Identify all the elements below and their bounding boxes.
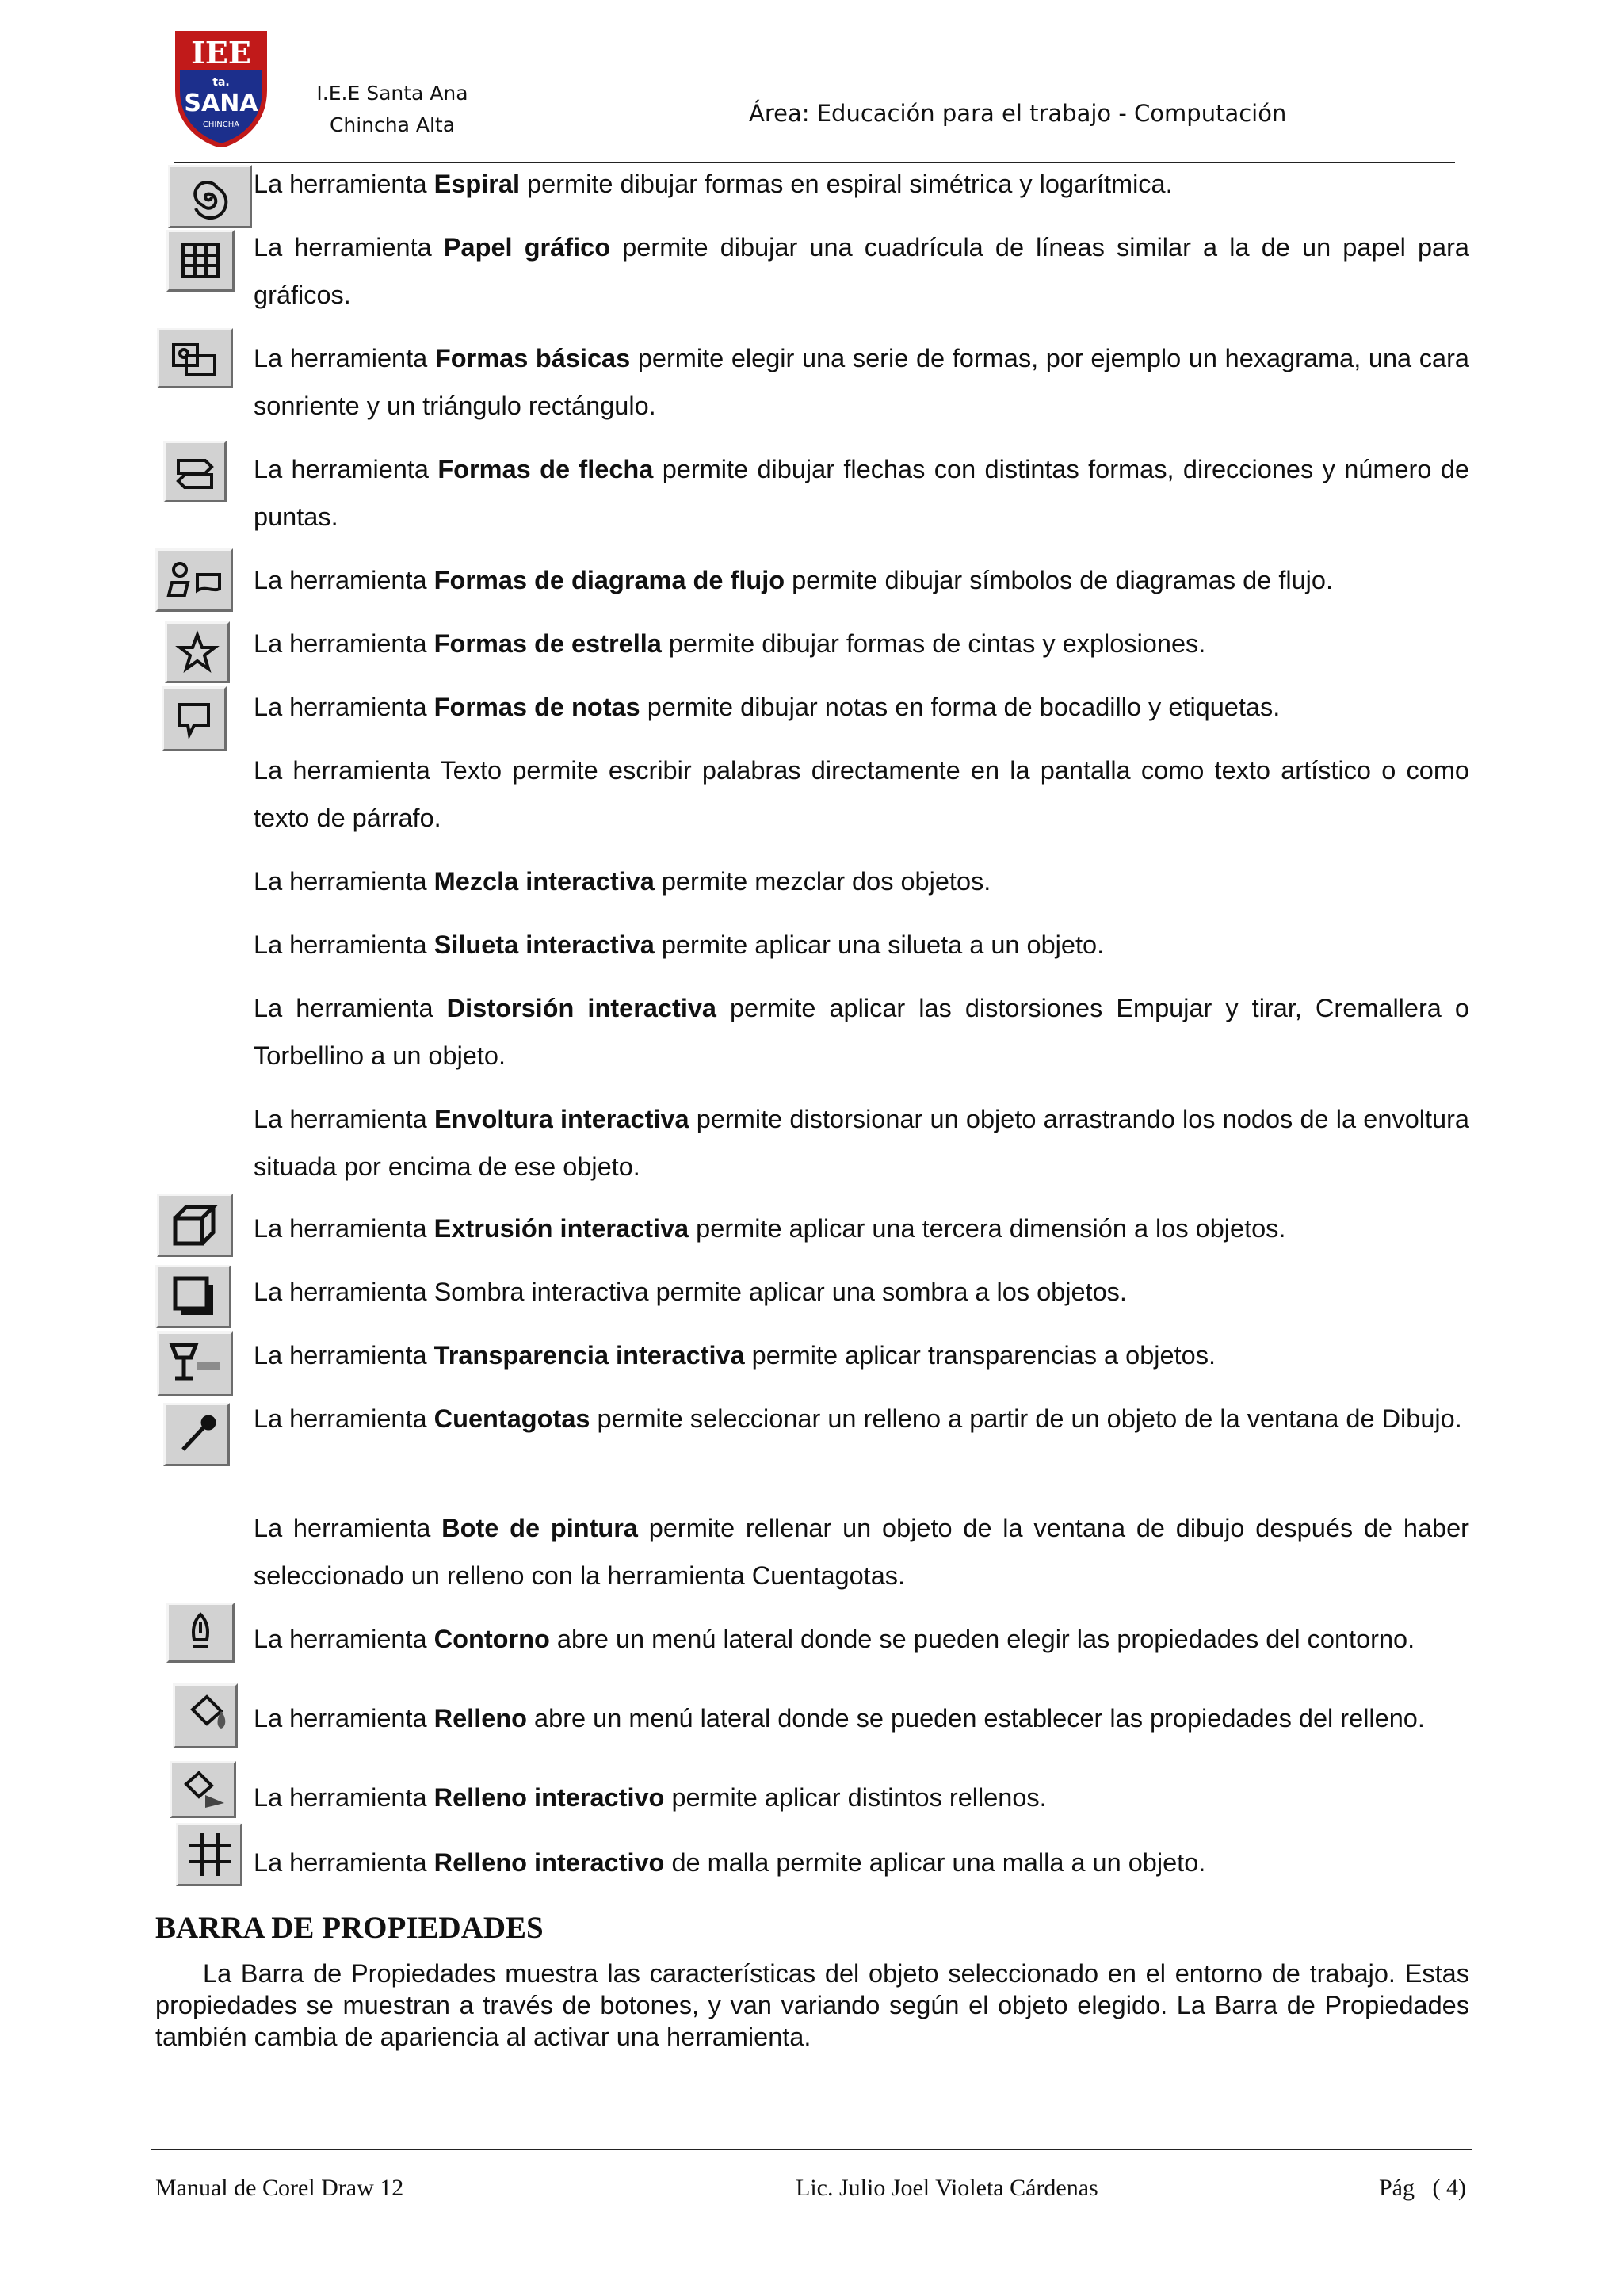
fill-bucket-icon — [173, 1683, 238, 1748]
logo-text-bottom: CHINCHA — [202, 120, 240, 129]
school-line2: Chincha Alta — [329, 113, 456, 136]
school-line1: I.E.E Santa Ana — [316, 82, 468, 105]
mesh-fill-icon — [176, 1823, 242, 1886]
footer-center: Lic. Julio Joel Violeta Cárdenas — [796, 2175, 1098, 2201]
extrude-icon — [157, 1194, 233, 1257]
footer-left: Manual de Corel Draw 12 — [155, 2175, 404, 2201]
subject-area: Área: Educación para el trabajo - Computación — [749, 100, 1287, 127]
tool-description: La herramienta Relleno abre un menú lateral donde se pueden establecer las propiedades del relleno. — [254, 1704, 1425, 1733]
tool-description: La herramienta Bote de pintura permite rellenar un objeto de la ventana de dibujo después de haber seleccionado un relleno con la herramienta Cuentagotas. — [254, 1514, 1469, 1590]
outline-pen-icon — [166, 1603, 235, 1663]
transparency-icon — [157, 1331, 233, 1396]
footer-divider — [151, 2149, 1472, 2150]
star-shapes-icon — [165, 621, 230, 683]
tool-description: La herramienta Formas de flecha permite dibujar flechas con distintas formas, direcciones y número de puntas. — [254, 455, 1469, 531]
tool-description: La herramienta Relleno interactivo permite aplicar distintos rellenos. — [254, 1783, 1047, 1812]
tool-description: La herramienta Formas de notas permite dibujar notas en forma de bocadillo y etiquetas. — [254, 693, 1281, 721]
tool-description: La herramienta Contorno abre un menú lateral donde se pueden elegir las propiedades del contorno. — [254, 1625, 1415, 1653]
tool-description: La herramienta Formas de estrella permite dibujar formas de cintas y explosiones. — [254, 629, 1206, 658]
tool-description: La herramienta Extrusión interactiva permite aplicar una tercera dimensión a los objetos. — [254, 1214, 1286, 1243]
tool-description: La herramienta Silueta interactiva permite aplicar una silueta a un objeto. — [254, 930, 1105, 959]
eyedropper-icon — [163, 1403, 230, 1466]
graph-paper-icon — [166, 230, 235, 292]
tool-description: La herramienta Transparencia interactiva permite aplicar transparencias a objetos. — [254, 1341, 1216, 1370]
tool-description: La herramienta Formas de diagrama de flujo permite dibujar símbolos de diagramas de flujo. — [254, 566, 1333, 594]
tool-description: La herramienta Distorsión interactiva permite aplicar las distorsiones Empujar y tirar, Cremallera o Torbellino a un objeto. — [254, 994, 1469, 1070]
tool-description: La herramienta Sombra interactiva permite aplicar una sombra a los objetos. — [254, 1278, 1127, 1306]
basic-shapes-icon — [157, 328, 233, 388]
callout-shapes-icon — [162, 686, 227, 751]
tool-description: La herramienta Formas básicas permite elegir una serie de formas, por ejemplo un hexagrama, una cara sonriente y un triángulo rectángulo. — [254, 344, 1469, 420]
tool-description: La herramienta Relleno interactivo de malla permite aplicar una malla a un objeto. — [254, 1848, 1206, 1877]
logo-text-top: IEE — [191, 35, 251, 71]
interactive-fill-icon — [170, 1761, 236, 1818]
tool-description: La herramienta Cuentagotas permite seleccionar un relleno a partir de un objeto de la ventana de Dibujo. — [254, 1404, 1462, 1433]
arrow-shapes-icon — [163, 441, 227, 502]
logo-text-small: ta. — [212, 76, 230, 89]
tool-description: La herramienta Mezcla interactiva permite mezclar dos objetos. — [254, 867, 991, 896]
spiral-icon — [168, 165, 252, 228]
section-title: BARRA DE PROPIEDADES — [155, 1911, 544, 1945]
section-paragraph: La Barra de Propiedades muestra las características del objeto seleccionado en el entorno de trabajo. Estas propiedades se muestran a través de botones, y van variando según el objeto elegido. La Barra de Propiedades también cambia de apariencia al activar una herramienta. — [155, 1959, 1469, 2051]
logo-text-main: SANA — [184, 90, 258, 117]
tool-description: La herramienta Texto permite escribir palabras directamente en la pantalla como texto artístico o como texto de párrafo. — [254, 756, 1469, 832]
school-logo — [173, 29, 269, 147]
school-name — [309, 78, 475, 141]
tool-description: La herramienta Papel gráfico permite dibujar una cuadrícula de líneas similar a la de un papel para gráficos. — [254, 233, 1469, 309]
tool-description: La herramienta Espiral permite dibujar formas en espiral simétrica y logarítmica. — [254, 170, 1173, 198]
flowchart-shapes-icon — [155, 548, 233, 612]
drop-shadow-icon — [155, 1265, 231, 1328]
tool-description: La herramienta Envoltura interactiva permite distorsionar un objeto arrastrando los nodos de la envoltura situada por encima de ese objeto. — [254, 1105, 1469, 1181]
footer-page-number: Pág ( 4) — [1379, 2175, 1466, 2201]
